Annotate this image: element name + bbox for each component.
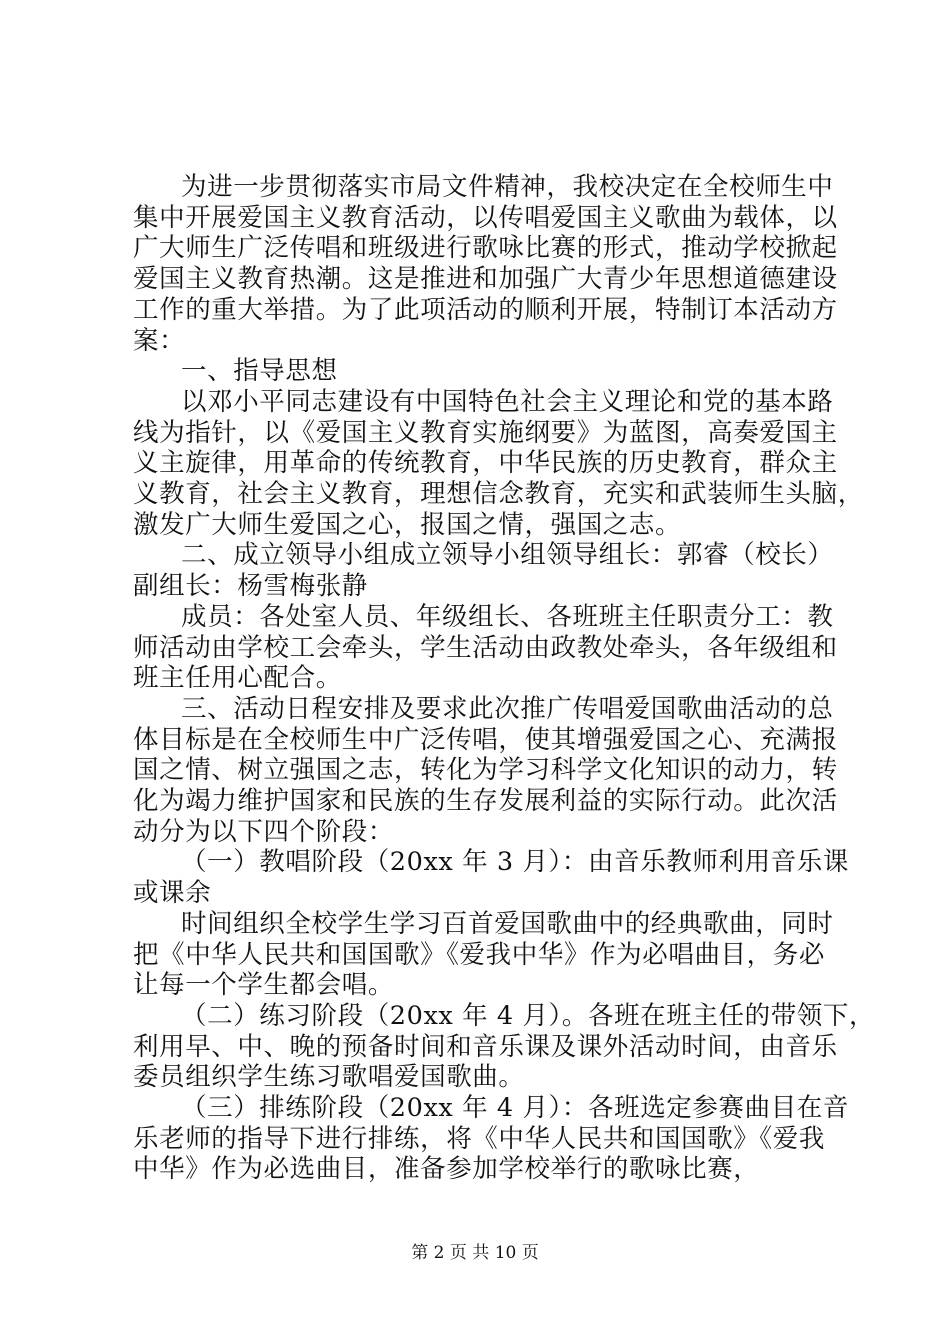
paragraph-line: 案： xyxy=(133,325,186,356)
paragraph-line: 体目标是在全校师生中广泛传唱，使其增强爱国之心、充满报 xyxy=(133,724,838,755)
subsection-heading: （一）教唱阶段（20xx 年 3 月）：由音乐教师利用音乐课 xyxy=(181,847,850,878)
paragraph-line: 国之情、树立强国之志，转化为学习科学文化知识的动力，转 xyxy=(133,755,838,786)
subsection-heading: （三）排练阶段（20xx 年 4 月）：各班选定参赛曲目在音 xyxy=(181,1093,850,1123)
section-heading: 二、成立领导小组成立领导小组领导组长：郭睿（校长） xyxy=(181,540,834,571)
section-heading: 三、活动日程安排及要求此次推广传唱爱国歌曲活动的总 xyxy=(181,693,834,724)
paragraph-line: 激发广大师生爱国之心，报国之情，强国之志。 xyxy=(133,509,682,540)
paragraph-line: 师活动由学校工会牵头，学生活动由政教处牵头，各年级组和 xyxy=(133,632,838,663)
paragraph-line: 或课余 xyxy=(133,878,212,909)
paragraph-line: 班主任用心配合。 xyxy=(133,663,342,694)
paragraph-line: 让每一个学生都会唱。 xyxy=(133,970,395,1001)
paragraph-line: 动分为以下四个阶段： xyxy=(133,816,395,847)
paragraph-line: 义教育，社会主义教育，理想信念教育，充实和武装师生头脑， xyxy=(133,479,864,509)
paragraph-line: 副组长：杨雪梅张静 xyxy=(133,571,368,602)
paragraph-line: 广大师生广泛传唱和班级进行歌咏比赛的形式，推动学校掀起 xyxy=(133,233,838,264)
paragraph-line: 爱国主义教育热潮。这是推进和加强广大青少年思想道德建设 xyxy=(133,264,838,295)
paragraph-line: 以邓小平同志建设有中国特色社会主义理论和党的基本路 xyxy=(181,386,834,417)
paragraph-line: 成员：各处室人员、年级组长、各班班主任职责分工：教 xyxy=(181,601,834,632)
paragraph-line: 义主旋律，用革命的传统教育，中华民族的历史教育，群众主 xyxy=(133,448,838,479)
section-heading: 一、指导思想 xyxy=(181,356,338,387)
paragraph-line: 时间组织全校学生学习百首爱国歌曲中的经典歌曲，同时 xyxy=(181,908,834,939)
paragraph-line: 线为指针，以《爱国主义教育实施纲要》为蓝图，高奏爱国主 xyxy=(133,417,838,448)
paragraph-line: 中华》作为必选曲目，准备参加学校举行的歌咏比赛， xyxy=(133,1154,760,1185)
subsection-heading: （二）练习阶段（20xx 年 4 月）。各班在班主任的带领下， xyxy=(181,1000,876,1031)
paragraph-line: 集中开展爱国主义教育活动，以传唱爱国主义歌曲为载体，以 xyxy=(133,202,838,233)
page-footer: 第 2 页 共 10 页 xyxy=(411,1243,539,1263)
paragraph-line: 把《中华人民共和国国歌》《爱我中华》作为必唱曲目，务必 xyxy=(133,939,825,970)
paragraph-line: 化为竭力维护国家和民族的生存发展利益的实际行动。此次活 xyxy=(133,786,838,816)
paragraph-line: 乐老师的指导下进行排练，将《中华人民共和国国歌》《爱我 xyxy=(133,1123,825,1154)
paragraph-line: 工作的重大举措。为了此项活动的顺利开展，特制订本活动方 xyxy=(133,294,838,325)
paragraph-line: 委员组织学生练习歌唱爱国歌曲。 xyxy=(133,1062,525,1093)
paragraph-line: 为进一步贯彻落实市局文件精神，我校决定在全校师生中 xyxy=(181,172,834,202)
paragraph-line: 利用早、中、晚的预备时间和音乐课及课外活动时间，由音乐 xyxy=(133,1031,838,1062)
